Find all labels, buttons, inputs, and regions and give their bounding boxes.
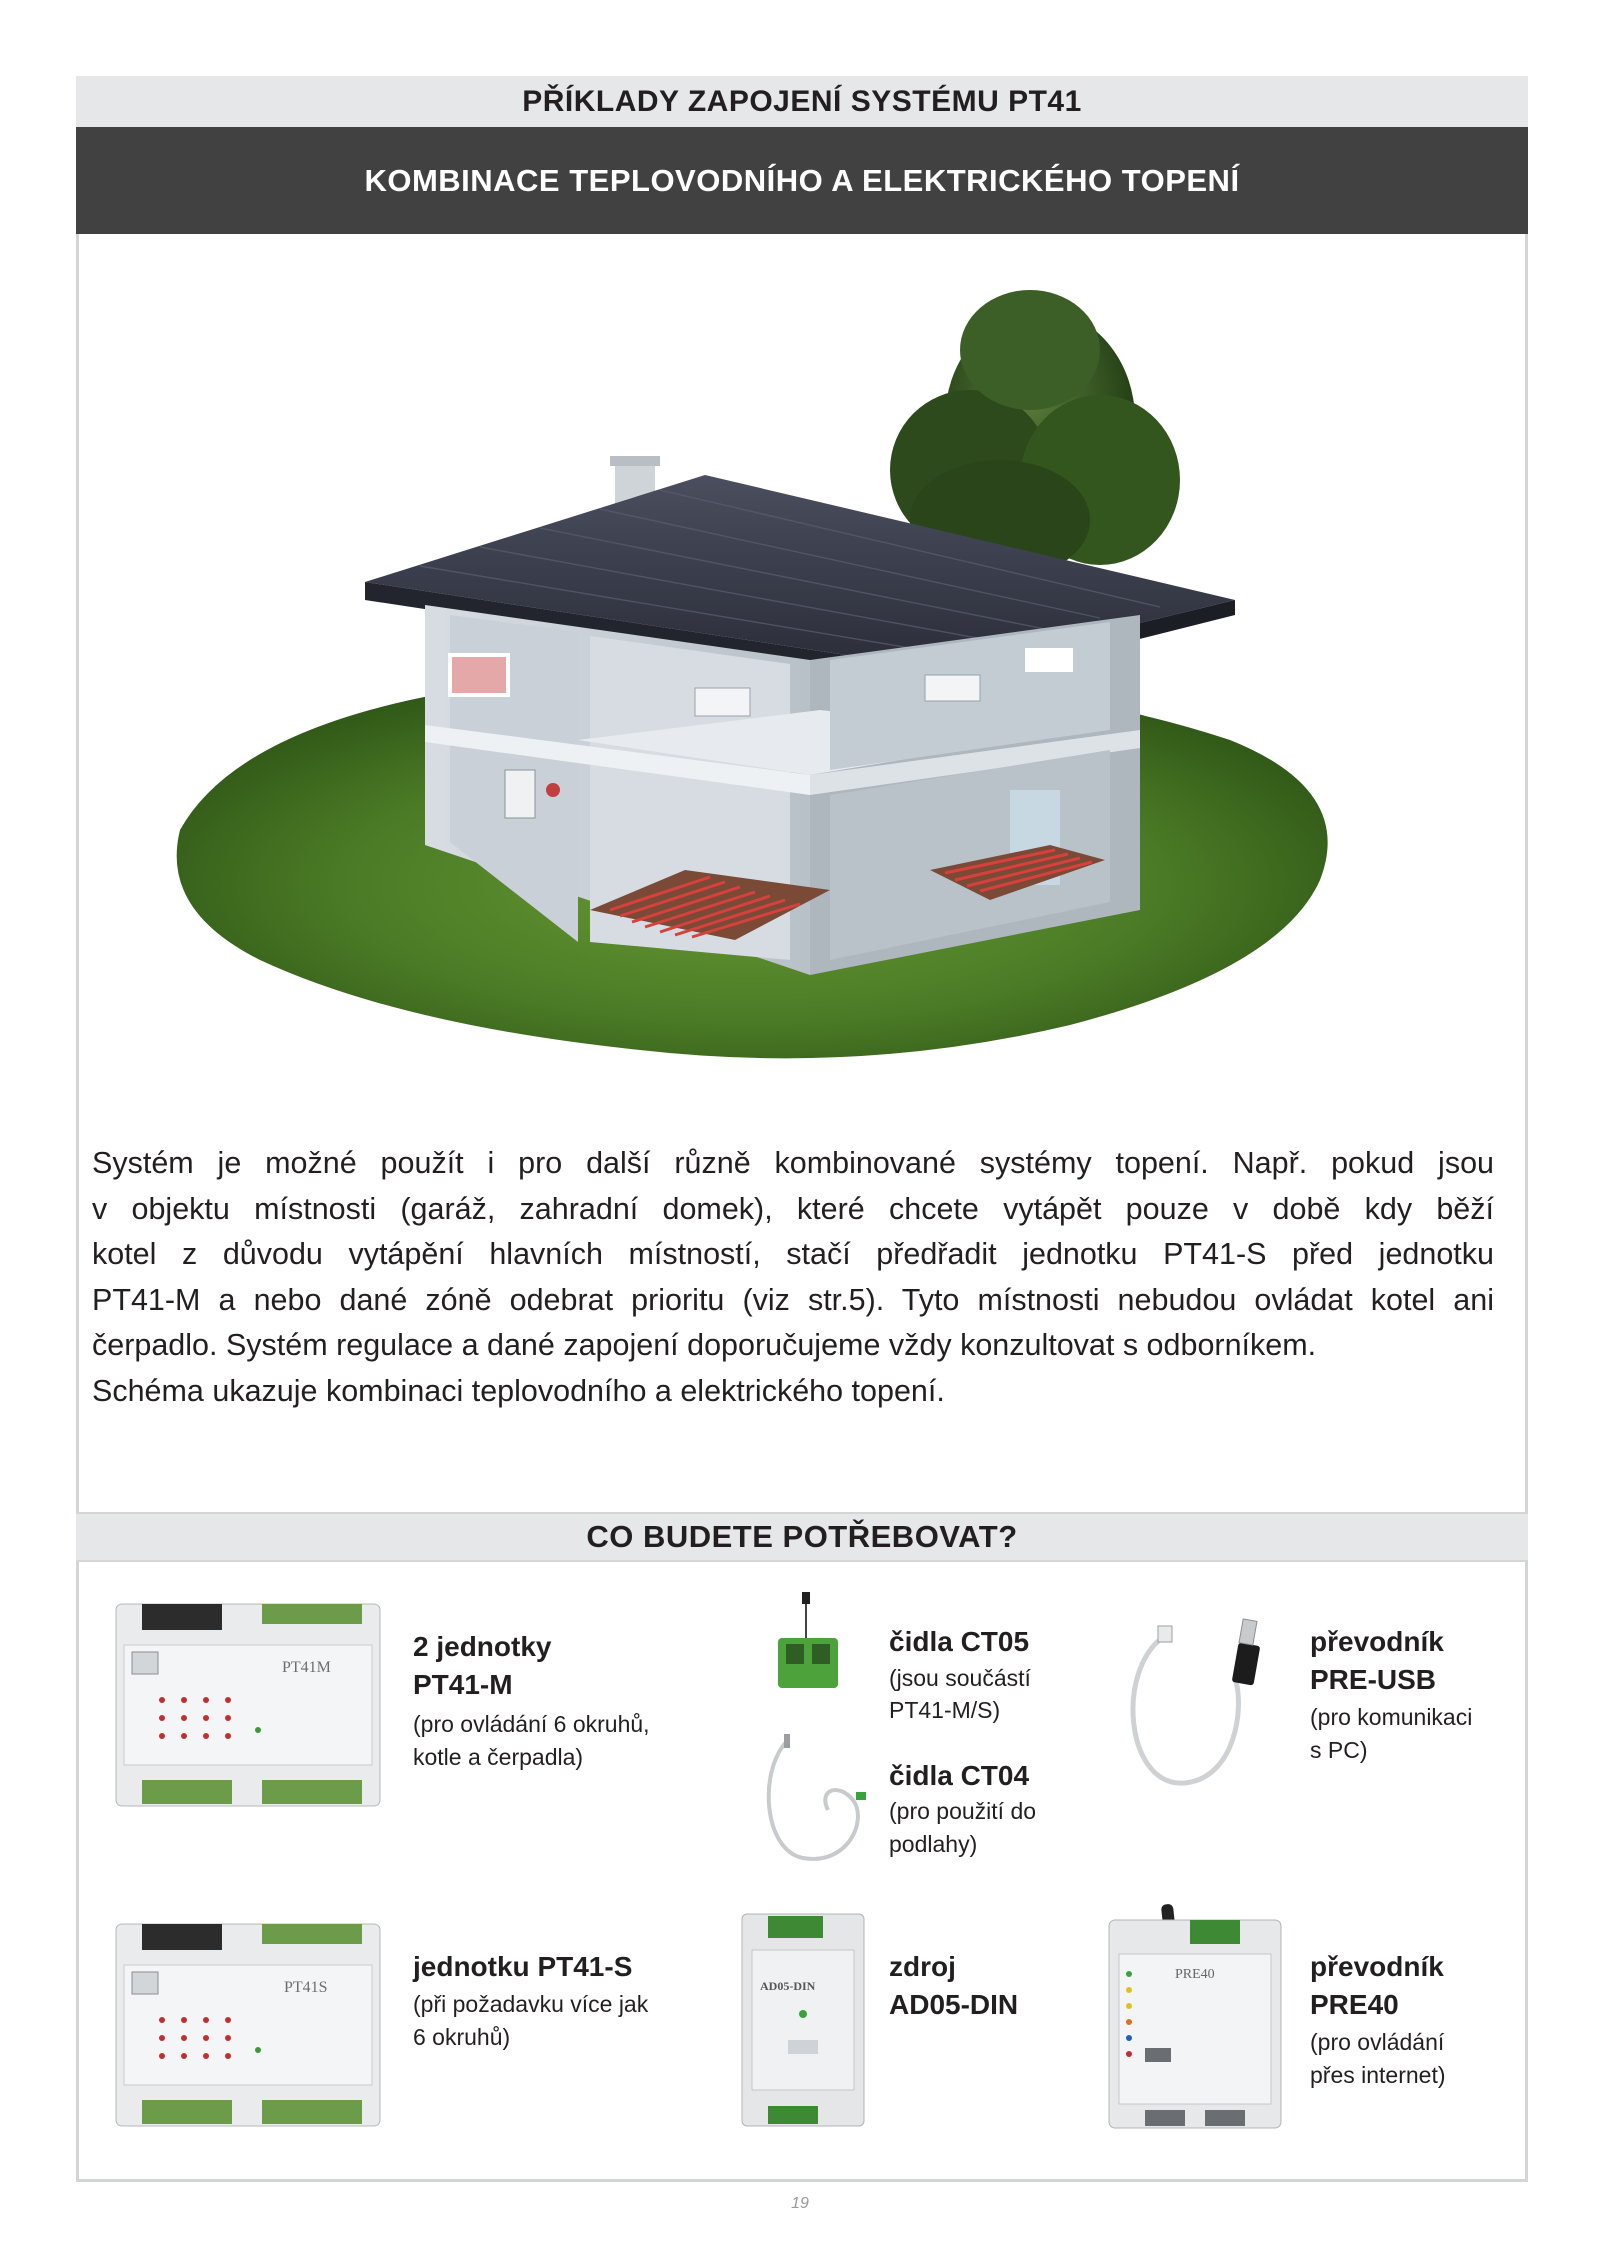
pre-usb-device-image [1125,1608,1275,1798]
ct05-sensor-image [768,1588,848,1698]
ad05-din-device-image [738,1910,868,2130]
description-line: kotel z důvodu vytápění hlavních místností, stačí předřadit jednotku PT41-S před jednotku [92,1237,1494,1271]
pre40-device-image [1105,1898,1285,2133]
pre-usb-note-1: (pro komunikaci [1310,1704,1473,1730]
ct05-note-1: (jsou součástí [889,1665,1031,1691]
pre40-title-2: PRE40 [1310,1989,1399,2020]
ct04-note-2: podlahy) [889,1831,978,1857]
description-line: Systém je možné použít i pro další různě kombinované systémy topení. Např. pokud jsou [92,1146,1494,1180]
ad05-device-label: AD05-DIN [760,1979,816,1993]
ct04-title: čidla CT04 [889,1760,1030,1791]
ct05-title: čidla CT05 [889,1626,1030,1657]
pre40-note-1: (pro ovládání [1310,2029,1445,2055]
pre40-note-2: přes internet) [1310,2062,1446,2088]
ct05-note-2: PT41-M/S) [889,1697,1001,1723]
needs-heading: CO BUDETE POTŘEBOVAT? [76,1512,1528,1562]
pt41m-note-1: (pro ovládání 6 okruhů, [413,1711,650,1737]
pt41m-title-2: PT41-M [413,1669,513,1700]
pre-usb-title-1: převodník [1310,1626,1444,1657]
pt41m-device-image [112,1600,384,1810]
ad05-title-2: AD05-DIN [889,1989,1019,2020]
description-line: Schéma ukazuje kombinaci teplovodního a elektrického topení. [92,1373,945,1408]
description-text [92,1141,1494,1414]
pt41s-note-2: 6 okruhů) [413,2024,511,2050]
section-subtitle: KOMBINACE TEPLOVODNÍHO A ELEKTRICKÉHO TOPENÍ [76,127,1528,234]
description-line: čerpadlo. Systém regulace a dané zapojení doporučujeme vždy konzultovat s odborníkem. [92,1328,1317,1362]
pre-usb-title-2: PRE-USB [1310,1664,1437,1695]
pt41m-device-label: PT41M [282,1659,331,1676]
ct04-sensor-image [758,1730,888,1870]
pt41s-title: jednotku PT41-S [413,1951,633,1982]
pre40-device-label: PRE40 [1175,1967,1215,1982]
description-line: PT41-M a nebo dané zóně odebrat prioritu (viz str.5). Tyto místnosti nebudou ovládat kotel ani [92,1282,1494,1317]
pt41s-device-image [112,1920,384,2130]
pt41m-note-2: kotle a čerpadla) [413,1744,584,1770]
house-illustration [170,270,1360,1110]
pre-usb-note-2: s PC) [1310,1737,1368,1763]
pre40-title-1: převodník [1310,1951,1444,1982]
page-number: 19 [791,2195,809,2212]
pt41m-title-1: 2 jednotky [413,1631,552,1662]
ad05-title-1: zdroj [889,1951,956,1982]
description-line: v objektu místnosti (garáž, zahradní domek), které chcete vytápět pouze v době kdy běží [92,1191,1494,1226]
page-title: PŘÍKLADY ZAPOJENÍ SYSTÉMU PT41 [76,76,1528,127]
ct04-note-1: (pro použití do [889,1798,1037,1824]
pt41s-note-1: (při požadavku více jak [413,1991,649,2017]
pt41s-device-label: PT41S [284,1979,328,1996]
